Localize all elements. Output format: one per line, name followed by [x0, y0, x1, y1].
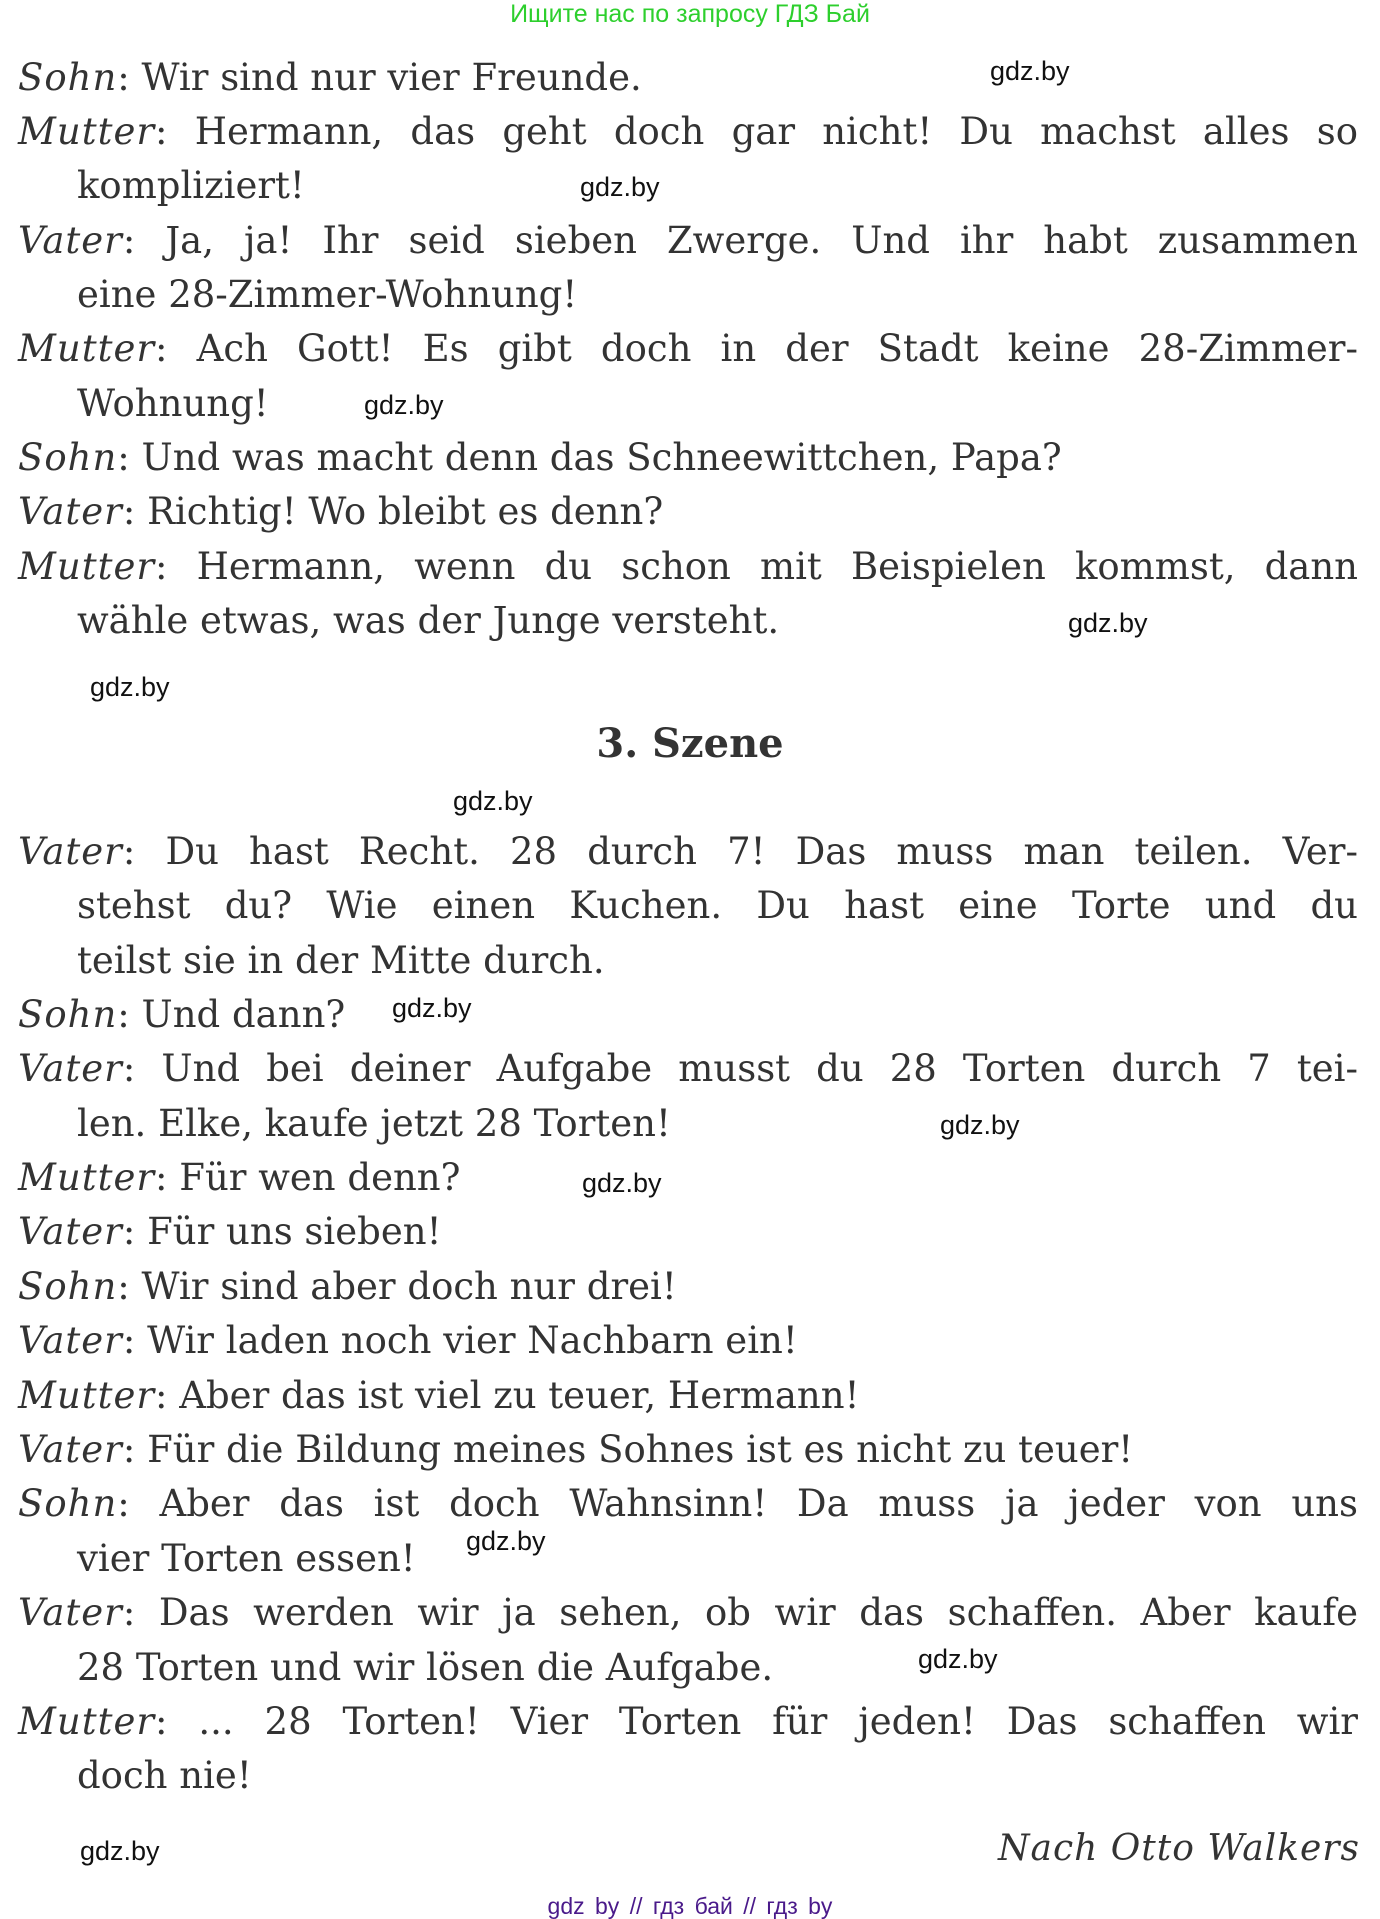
- speaker: Sohn: [18, 1482, 118, 1525]
- dialogue-line: Sohn: Wir sind nur vier Freunde.: [18, 56, 642, 99]
- dialogue-line: Vater: Richtig! Wo bleibt es denn?: [18, 490, 664, 533]
- watermark: gdz.by: [90, 672, 170, 702]
- speaker: Vater: [18, 1428, 123, 1471]
- speaker: Vater: [18, 1047, 123, 1090]
- footer-links: gdz by // гдз бай // гдз by: [547, 1893, 833, 1919]
- speaker: Sohn: [18, 56, 118, 99]
- line-text: Ach Gott! Es gibt doch in der Stadt keine 28-Zimmer-: [196, 327, 1358, 370]
- watermark: gdz.by: [392, 993, 472, 1023]
- speaker: Mutter: [18, 110, 156, 153]
- dialogue-continuation: eine 28-Zimmer-Wohnung!: [77, 273, 578, 316]
- dialogue-line: Mutter: ... 28 Torten! Vier Torten für jeden! Das schaffen wir: [18, 1700, 1358, 1743]
- line-text: Für uns sieben!: [147, 1210, 442, 1253]
- dialogue-line: Mutter: Für wen denn?: [18, 1156, 461, 1199]
- line-text: Für die Bildung meines Sohnes ist es nicht zu teuer!: [147, 1428, 1134, 1471]
- speaker: Mutter: [18, 1700, 156, 1743]
- dialogue-line: Vater: Und bei deiner Aufgabe musst du 28 Torten durch 7 tei-: [18, 1047, 1358, 1090]
- dialogue-continuation: wähle etwas, was der Junge versteht.: [77, 599, 780, 642]
- line-text: Wir sind aber doch nur drei!: [141, 1265, 677, 1308]
- line-text: Aber das ist viel zu teuer, Hermann!: [179, 1374, 860, 1417]
- line-text: Aber das ist doch Wahnsinn! Da muss ja jeder von uns: [159, 1482, 1358, 1525]
- dialogue-line: Vater: Du hast Recht. 28 durch 7! Das muss man teilen. Ver-: [18, 830, 1358, 873]
- line-text: Und was macht denn das Schneewittchen, Papa?: [141, 436, 1062, 479]
- dialogue-continuation: kompliziert!: [77, 164, 305, 207]
- line-text: Das werden wir ja sehen, ob wir das schaffen. Aber kaufe: [158, 1591, 1359, 1634]
- speaker: Sohn: [18, 993, 118, 1036]
- dialogue-continuation: doch nie!: [77, 1754, 252, 1797]
- watermark: gdz.by: [1068, 608, 1148, 638]
- line-text: Hermann, das geht doch gar nicht! Du machst alles so: [194, 110, 1358, 153]
- dialogue-continuation: vier Torten essen!: [77, 1537, 416, 1580]
- line-text: Wir laden noch vier Nachbarn ein!: [147, 1319, 798, 1362]
- line-text: Du hast Recht. 28 durch 7! Das muss man teilen. Ver-: [165, 830, 1358, 873]
- watermark: gdz.by: [453, 786, 533, 816]
- author-attribution: Nach Otto Walkers: [998, 1828, 1360, 1869]
- watermark: gdz.by: [466, 1526, 546, 1556]
- dialogue-continuation: teilst sie in der Mitte durch.: [77, 939, 605, 982]
- speaker: Vater: [18, 1319, 123, 1362]
- watermark: gdz.by: [364, 390, 444, 420]
- speaker: Sohn: [18, 436, 118, 479]
- speaker: Mutter: [18, 545, 156, 588]
- dialogue-line: Sohn: Wir sind aber doch nur drei!: [18, 1265, 677, 1308]
- dialogue-line: Sohn: Und dann?: [18, 993, 346, 1036]
- speaker: Vater: [18, 1591, 123, 1634]
- dialogue-continuation: Wohnung!: [77, 382, 269, 425]
- dialogue-line: Vater: Das werden wir ja sehen, ob wir das schaffen. Aber kaufe: [18, 1591, 1359, 1634]
- watermark: gdz.by: [918, 1644, 998, 1674]
- dialogue-line: Vater: Für die Bildung meines Sohnes ist es nicht zu teuer!: [18, 1428, 1134, 1471]
- dialogue-line: Mutter: Ach Gott! Es gibt doch in der Stadt keine 28-Zimmer-: [18, 327, 1358, 370]
- dialogue-line: Vater: Für uns sieben!: [18, 1210, 442, 1253]
- line-text: Ja, ja! Ihr seid sieben Zwerge. Und ihr habt zusammen: [165, 219, 1358, 262]
- watermark: gdz.by: [582, 1168, 662, 1198]
- speaker: Mutter: [18, 327, 156, 370]
- speaker: Vater: [18, 830, 123, 873]
- line-text: Wir sind nur vier Freunde.: [141, 56, 642, 99]
- line-text: Richtig! Wo bleibt es denn?: [147, 490, 664, 533]
- search-banner: Ищите нас по запросу ГДЗ Бай: [510, 0, 870, 28]
- speaker: Vater: [18, 1210, 123, 1253]
- watermark: gdz.by: [940, 1110, 1020, 1140]
- watermark: gdz.by: [80, 1836, 160, 1866]
- dialogue-line: Vater: Wir laden noch vier Nachbarn ein!: [18, 1319, 798, 1362]
- speaker: Vater: [18, 490, 123, 533]
- dialogue-continuation: stehst du? Wie einen Kuchen. Du hast eine Torte und du: [77, 884, 1358, 927]
- speaker: Sohn: [18, 1265, 118, 1308]
- dialogue-line: Sohn: Aber das ist doch Wahnsinn! Da muss ja jeder von uns: [18, 1482, 1358, 1525]
- dialogue-line: Mutter: Aber das ist viel zu teuer, Hermann!: [18, 1374, 860, 1417]
- line-text: ... 28 Torten! Vier Torten für jeden! Das schaffen wir: [198, 1700, 1358, 1743]
- speaker: Mutter: [18, 1156, 156, 1199]
- dialogue-line: Sohn: Und was macht denn das Schneewittchen, Papa?: [18, 436, 1062, 479]
- dialogue-line: Mutter: Hermann, das geht doch gar nicht! Du machst alles so: [18, 110, 1358, 153]
- line-text: Hermann, wenn du schon mit Beispielen kommst, dann: [196, 545, 1358, 588]
- line-text: Für wen denn?: [179, 1156, 461, 1199]
- dialogue-continuation: 28 Torten und wir lösen die Aufgabe.: [77, 1646, 774, 1689]
- dialogue-continuation: len. Elke, kaufe jetzt 28 Torten!: [77, 1102, 671, 1145]
- speaker: Mutter: [18, 1374, 156, 1417]
- speaker: Vater: [18, 219, 123, 262]
- watermark: gdz.by: [990, 56, 1070, 86]
- scene-heading: 3. Szene: [596, 720, 784, 767]
- dialogue-line: Mutter: Hermann, wenn du schon mit Beispielen kommst, dann: [18, 545, 1358, 588]
- line-text: Und bei deiner Aufgabe musst du 28 Torten durch 7 tei-: [161, 1047, 1358, 1090]
- watermark: gdz.by: [580, 172, 660, 202]
- dialogue-line: Vater: Ja, ja! Ihr seid sieben Zwerge. Und ihr habt zusammen: [18, 219, 1358, 262]
- line-text: Und dann?: [141, 993, 346, 1036]
